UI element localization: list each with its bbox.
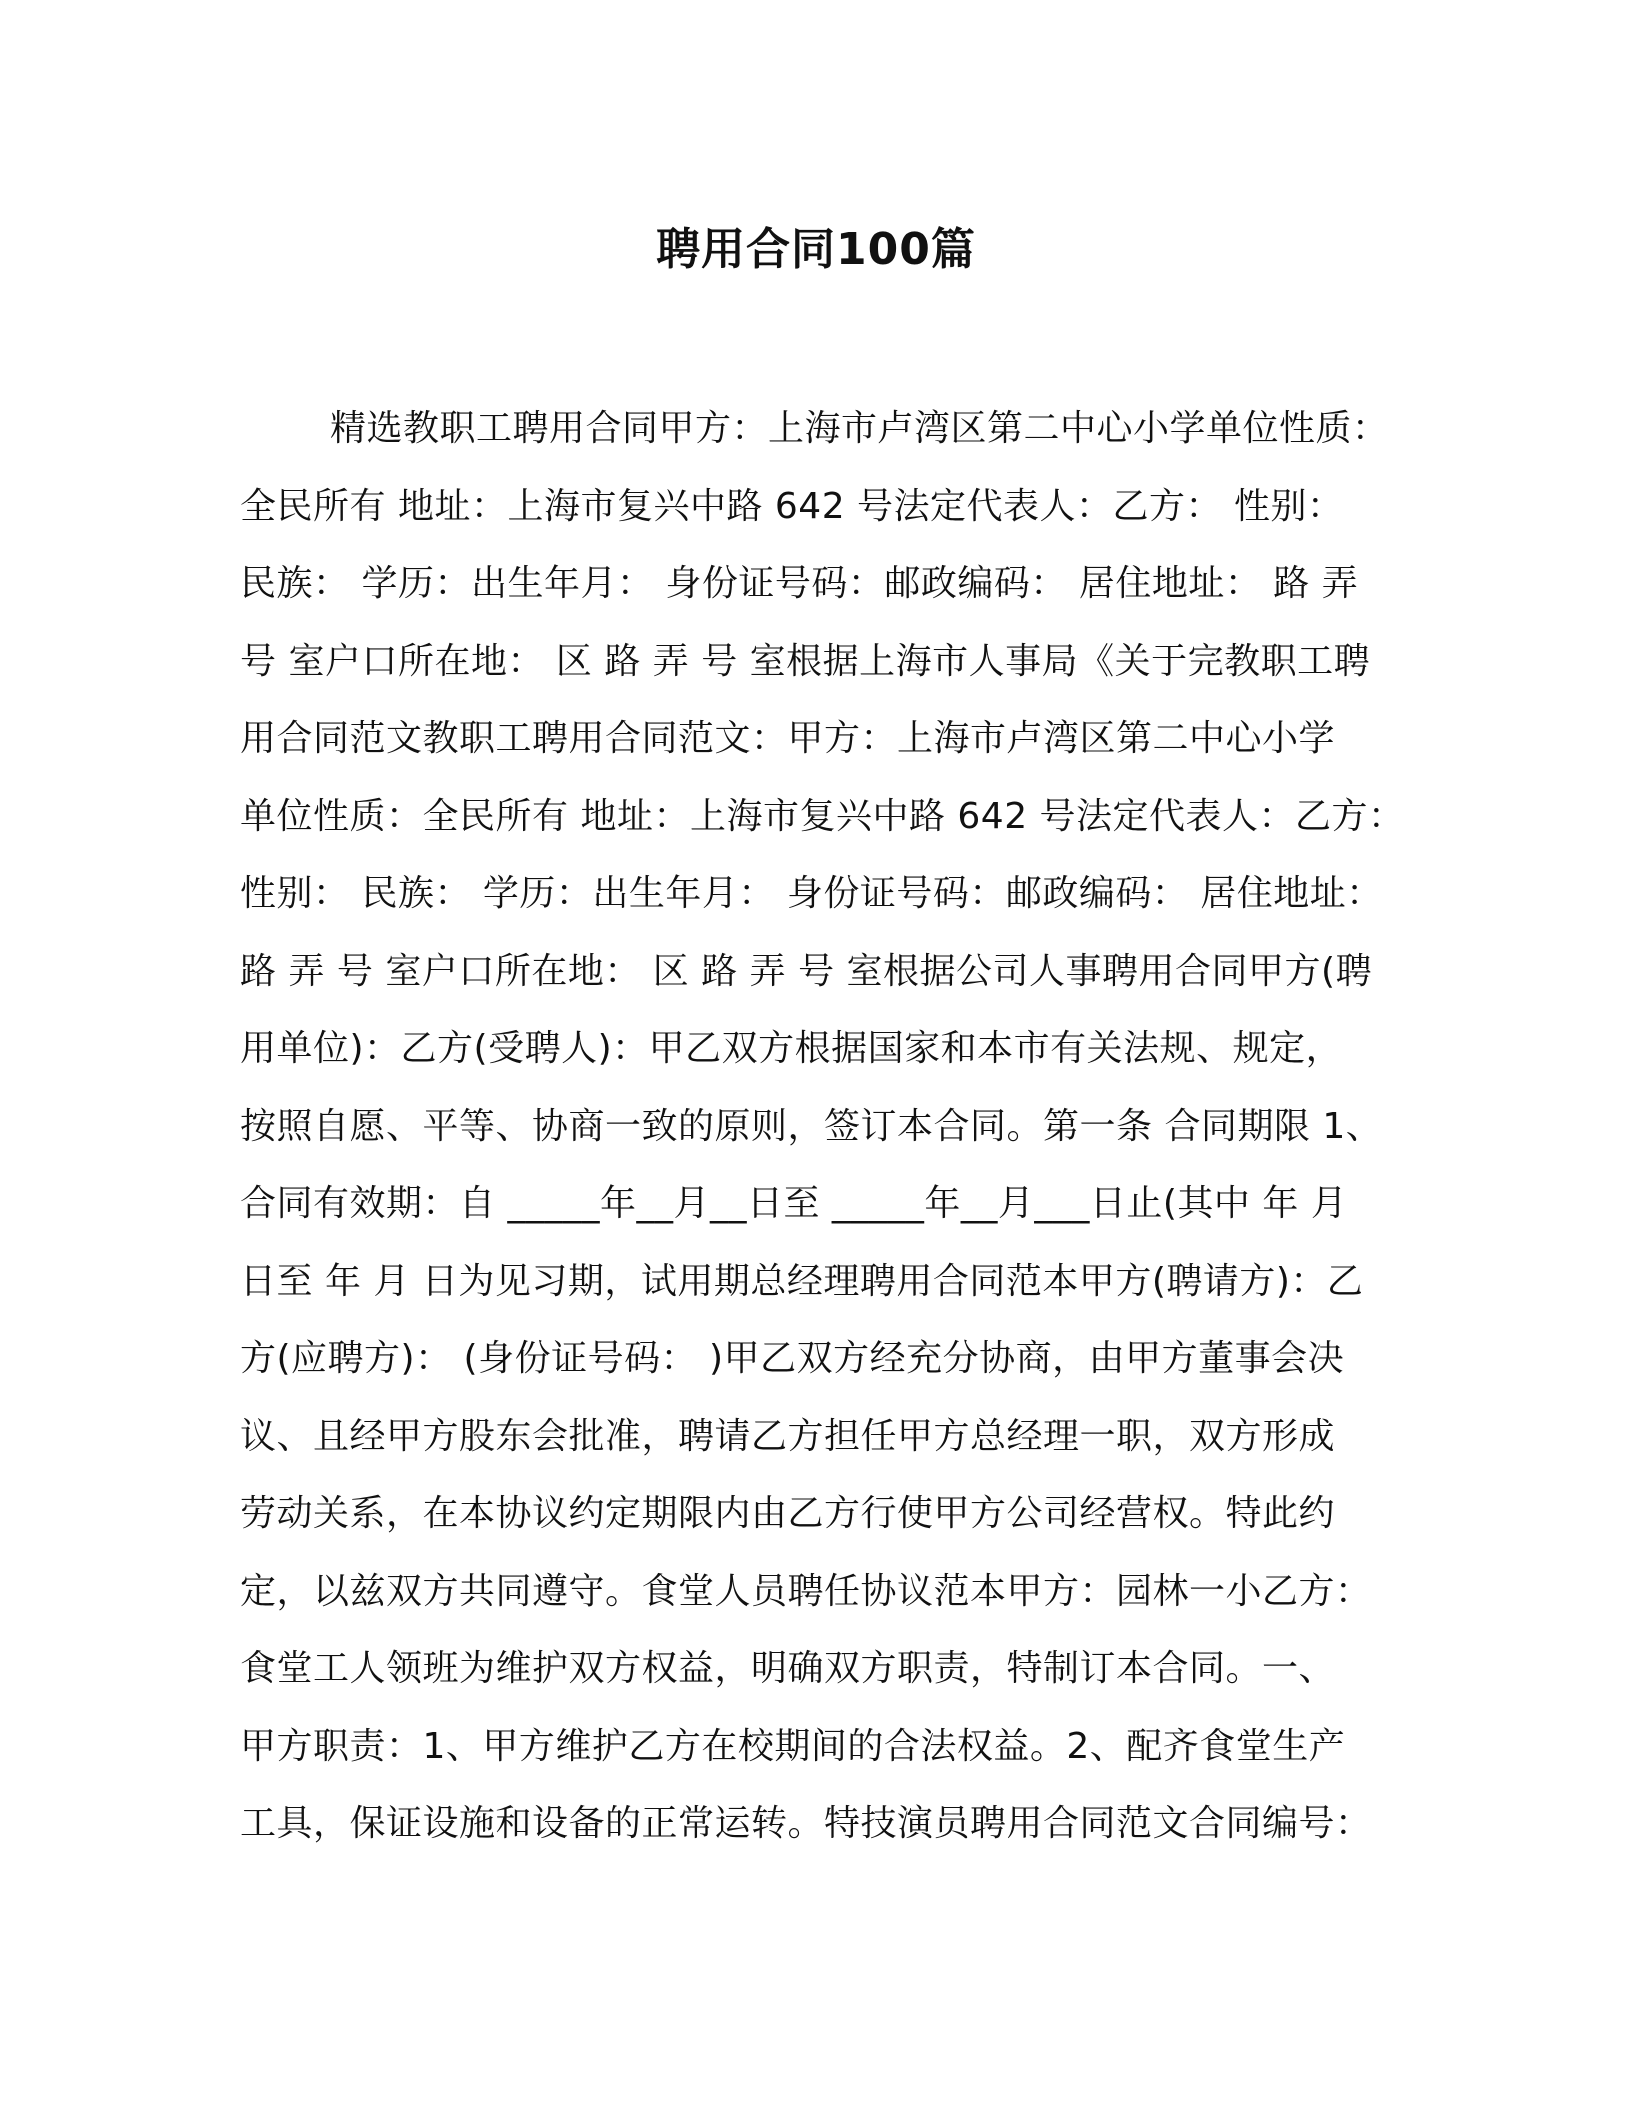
body-line: 甲方职责：1、甲方维护乙方在校期间的合法权益。2、配齐食堂生产 <box>240 1725 1346 1767</box>
body-line: 议、且经甲方股东会批准，聘请乙方担任甲方总经理一职，双方形成 <box>240 1415 1336 1457</box>
body-line: 定，以兹双方共同遵守。食堂人员聘任协议范本甲方：园林一小乙方： <box>240 1570 1372 1612</box>
body-line: 食堂工人领班为维护双方权益，明确双方职责，特制订本合同。一、 <box>240 1648 1336 1689</box>
document-body <box>240 390 1405 1863</box>
body-line: 用合同范文教职工聘用合同范文：甲方：上海市卢湾区第二中心小学 <box>240 718 1336 759</box>
body-line: 用单位)：乙方(受聘人)：甲乙双方根据国家和本市有关法规、规定， <box>240 1028 1343 1069</box>
body-line: 民族： 学历：出生年月： 身份证号码：邮政编码： 居住地址： 路 弄 <box>240 563 1359 604</box>
body-line: 性别： 民族： 学历：出生年月： 身份证号码：邮政编码： 居住地址： <box>240 873 1383 914</box>
body-line: 精选教职工聘用合同甲方：上海市卢湾区第二中心小学单位性质： <box>330 408 1389 449</box>
body-line: 日至 年 月 日为见习期，试用期总经理聘用合同范本甲方(聘请方)：乙 <box>240 1260 1364 1302</box>
document-title: 聘用合同100篇 <box>656 224 976 275</box>
body-line: 号 室户口所在地： 区 路 弄 号 室根据上海市人事局《关于完教职工聘 <box>240 640 1371 682</box>
body-line: 劳动关系，在本协议约定期限内由乙方行使甲方公司经营权。特此约 <box>240 1493 1336 1534</box>
body-line: 工具，保证设施和设备的正常运转。特技演员聘用合同范文合同编号： <box>240 1803 1372 1844</box>
body-line: 路 弄 号 室户口所在地： 区 路 弄 号 室根据公司人事聘用合同甲方(聘 <box>240 950 1373 992</box>
body-line: 方(应聘方)： (身份证号码： )甲乙双方经充分协商，由甲方董事会决 <box>240 1338 1345 1379</box>
body-line: 按照自愿、平等、协商一致的原则，签订本合同。第一条 合同期限 1、 <box>240 1105 1383 1147</box>
body-line: 全民所有 地址：上海市复兴中路 642 号法定代表人：乙方： 性别： <box>240 485 1344 527</box>
body-line: 单位性质：全民所有 地址：上海市复兴中路 642 号法定代表人：乙方： <box>240 795 1405 837</box>
body-line: 合同有效期：自 _____年__月__日至 _____年__月___日止(其中 年 月 <box>240 1183 1348 1224</box>
